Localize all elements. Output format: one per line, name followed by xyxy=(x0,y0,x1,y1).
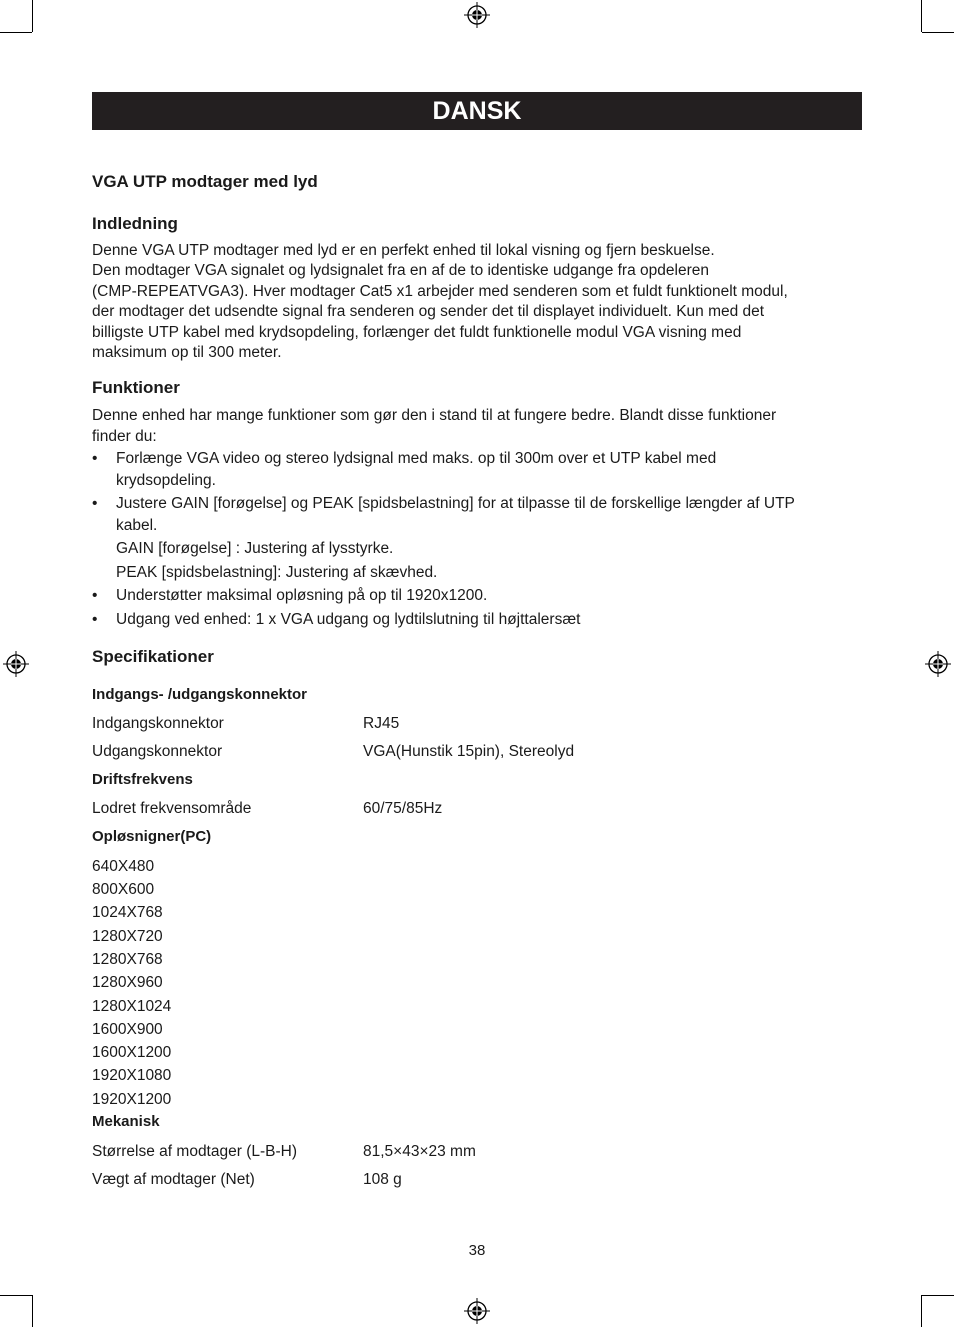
functions-line: Denne enhed har mange funktioner som gør den i stand til at fungere bedre. Blandt disse funktioner xyxy=(92,407,777,425)
list-item: 1024X768 xyxy=(92,904,163,922)
spec-label: Indgangskonnektor xyxy=(92,714,224,732)
list-item-line: krydsopdeling. xyxy=(116,471,216,489)
bullet-icon: • xyxy=(92,495,98,513)
manual-content xyxy=(92,170,864,1190)
document-title: VGA UTP modtager med lyd xyxy=(92,172,318,191)
spec-label: Udgangskonnektor xyxy=(92,743,223,761)
list-item-line: Udgang ved enhed: 1 x VGA udgang og lydtilslutning til højttalersæt xyxy=(116,610,581,628)
spec-label: Størrelse af modtager (L-B-H) xyxy=(92,1142,297,1160)
registration-mark-icon xyxy=(925,651,951,677)
list-item: 1280X720 xyxy=(92,927,163,945)
language-banner: DANSK xyxy=(92,92,862,130)
list-item: 1920X1200 xyxy=(92,1090,172,1108)
registration-mark-icon xyxy=(464,1298,490,1324)
list-item: 1920X1080 xyxy=(92,1067,172,1085)
spec-value: 60/75/85Hz xyxy=(363,799,443,817)
list-item-line: Justere GAIN [forøgelse] og PEAK [spidsbelastning] for at tilpasse til de forskellige længder af UTP xyxy=(116,495,795,513)
list-item: 640X480 xyxy=(92,857,155,875)
functions-line: finder du: xyxy=(92,427,157,445)
spec-group-mechanical: Mekanisk xyxy=(92,1113,160,1131)
crop-mark-icon xyxy=(922,1295,954,1296)
list-item-line: kabel. xyxy=(116,516,158,534)
list-item xyxy=(92,493,864,583)
crop-mark-icon xyxy=(921,0,922,32)
list-item: 1600X900 xyxy=(92,1020,163,1038)
list-item: 1600X1200 xyxy=(92,1044,172,1062)
intro-section xyxy=(92,212,864,363)
bullet-icon: • xyxy=(92,587,98,605)
list-item-line: GAIN [forøgelse] : Justering af lysstyrke. xyxy=(116,540,394,558)
list-item-line: Forlænge VGA video og stereo lydsignal med maks. op til 300m over et UTP kabel med xyxy=(116,450,717,468)
spec-group-connectors: Indgangs- /udgangskonnektor xyxy=(92,686,308,704)
crop-mark-icon xyxy=(922,32,954,33)
registration-mark-icon xyxy=(464,2,490,28)
list-item xyxy=(92,609,864,631)
list-item: 1280X1024 xyxy=(92,997,172,1015)
intro-line: maksimum op til 300 meter. xyxy=(92,344,282,362)
spec-value: VGA(Hunstik 15pin), Stereolyd xyxy=(363,743,575,761)
list-item-line: Understøtter maksimal opløsning på op til 1920x1200. xyxy=(116,587,488,605)
intro-line: der modtager det udsendte signal fra senderen og sender det til displayet individuelt. Kun med det xyxy=(92,303,765,321)
specifications-section xyxy=(92,645,864,1190)
intro-line: (CMP-REPEATVGA3). Hver modtager Cat5 x1 arbejder med senderen som et fuldt funktionelt modul, xyxy=(92,282,788,300)
crop-mark-icon xyxy=(32,1295,33,1327)
spec-row xyxy=(92,1170,864,1190)
registration-mark-icon xyxy=(3,651,29,677)
resolution-list xyxy=(92,855,864,1111)
crop-mark-icon xyxy=(0,1295,32,1296)
bullet-icon: • xyxy=(92,450,98,468)
crop-mark-icon xyxy=(0,32,32,33)
list-item xyxy=(92,448,864,491)
spec-value: RJ45 xyxy=(363,714,400,732)
bullet-icon: • xyxy=(92,610,98,628)
specifications-heading: Specifikationer xyxy=(92,647,214,667)
list-item-line: PEAK [spidsbelastning]: Justering af skævhed. xyxy=(116,563,438,581)
crop-mark-icon xyxy=(32,0,33,32)
functions-heading: Funktioner xyxy=(92,378,180,398)
intro-line: Den modtager VGA signalet og lydsignalet fra en af de to identiske udgange fra opdeleren xyxy=(92,262,709,280)
functions-body xyxy=(92,406,864,447)
spec-row xyxy=(92,742,864,762)
spec-row xyxy=(92,1142,864,1162)
page-number: 38 xyxy=(468,1242,486,1259)
spec-label: Vægt af modtager (Net) xyxy=(92,1171,255,1189)
spec-value: 108 g xyxy=(363,1171,402,1189)
list-item: 800X600 xyxy=(92,881,155,899)
spec-label: Lodret frekvensområde xyxy=(92,799,252,817)
intro-line: billigste UTP kabel med krydsopdeling, forlænger det fuldt funktionelle modul VGA visning med xyxy=(92,323,742,341)
spec-row xyxy=(92,799,864,819)
intro-heading: Indledning xyxy=(92,214,178,233)
functions-list xyxy=(92,448,864,630)
spec-value: 81,5×43×23 mm xyxy=(363,1142,476,1160)
list-item: 1280X768 xyxy=(92,950,163,968)
spec-group-resolutions: Opløsnigner(PC) xyxy=(92,827,212,845)
spec-row xyxy=(92,714,864,734)
crop-mark-icon xyxy=(921,1295,922,1327)
intro-body xyxy=(92,241,864,363)
intro-line: Denne VGA UTP modtager med lyd er en perfekt enhed til lokal visning og fjern beskuelse. xyxy=(92,242,715,259)
list-item xyxy=(92,585,864,607)
spec-group-frequency: Driftsfrekvens xyxy=(92,771,193,789)
functions-section xyxy=(92,376,864,630)
list-item: 1280X960 xyxy=(92,974,163,992)
